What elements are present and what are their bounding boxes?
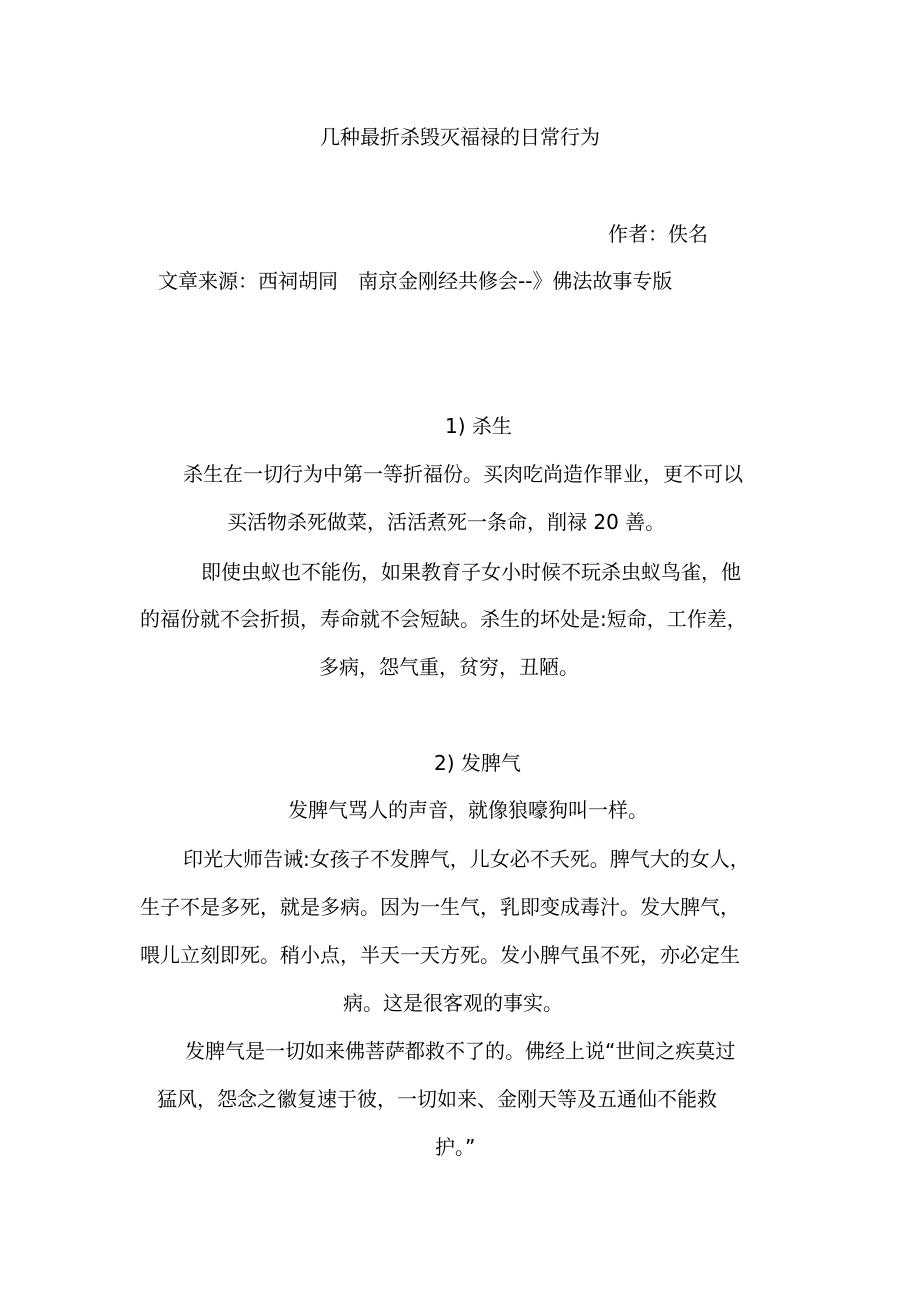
source-line: 文章来源：西祠胡同 南京金刚经共修会--》佛法故事专版 [158,269,673,293]
section-heading: 1) 杀生 [445,414,512,438]
paragraph-line: 杀生在一切行为中第一等折福份。买肉吃尚造作罪业，更不可以 [183,462,743,486]
paragraph-line: 买活物杀死做菜，活活煮死一条命，削禄 20 善。 [227,510,666,534]
paragraph-line: 的福份就不会折损，寿命就不会短缺。杀生的坏处是:短命，工作差， [140,607,747,631]
paragraph-line: 病。这是很客观的事实。 [343,991,563,1015]
paragraph-line: 喂儿立刻即死。稍小点，半天一天方死。发小脾气虽不死，亦必定生 [140,943,740,967]
section-heading: 2) 发脾气 [434,751,521,775]
paragraph-line: 护。” [435,1135,476,1159]
paragraph-line: 多病，怨气重，贫穷，丑陋。 [319,655,579,679]
paragraph-line: 猛风，怨念之徽复速于彼，一切如来、金刚天等及五通仙不能救 [157,1087,717,1111]
paragraph-line: 即使虫蚁也不能伤，如果教育子女小时候不玩杀虫蚁鸟雀，他 [201,560,741,584]
paragraph-line: 发脾气是一切如来佛菩萨都救不了的。佛经上说“世间之疾莫过 [185,1039,736,1063]
document-title: 几种最折杀毁灭福禄的日常行为 [320,125,600,149]
author-line: 作者：佚名 [608,222,708,246]
paragraph-line: 生子不是多死，就是多病。因为一生气，乳即变成毒汁。发大脾气， [140,895,740,919]
paragraph-line: 印光大师告诫:女孩子不发脾气，儿女必不夭死。脾气大的女人， [183,847,750,871]
paragraph-line: 发脾气骂人的声音，就像狼嚎狗叫一样。 [288,798,648,822]
